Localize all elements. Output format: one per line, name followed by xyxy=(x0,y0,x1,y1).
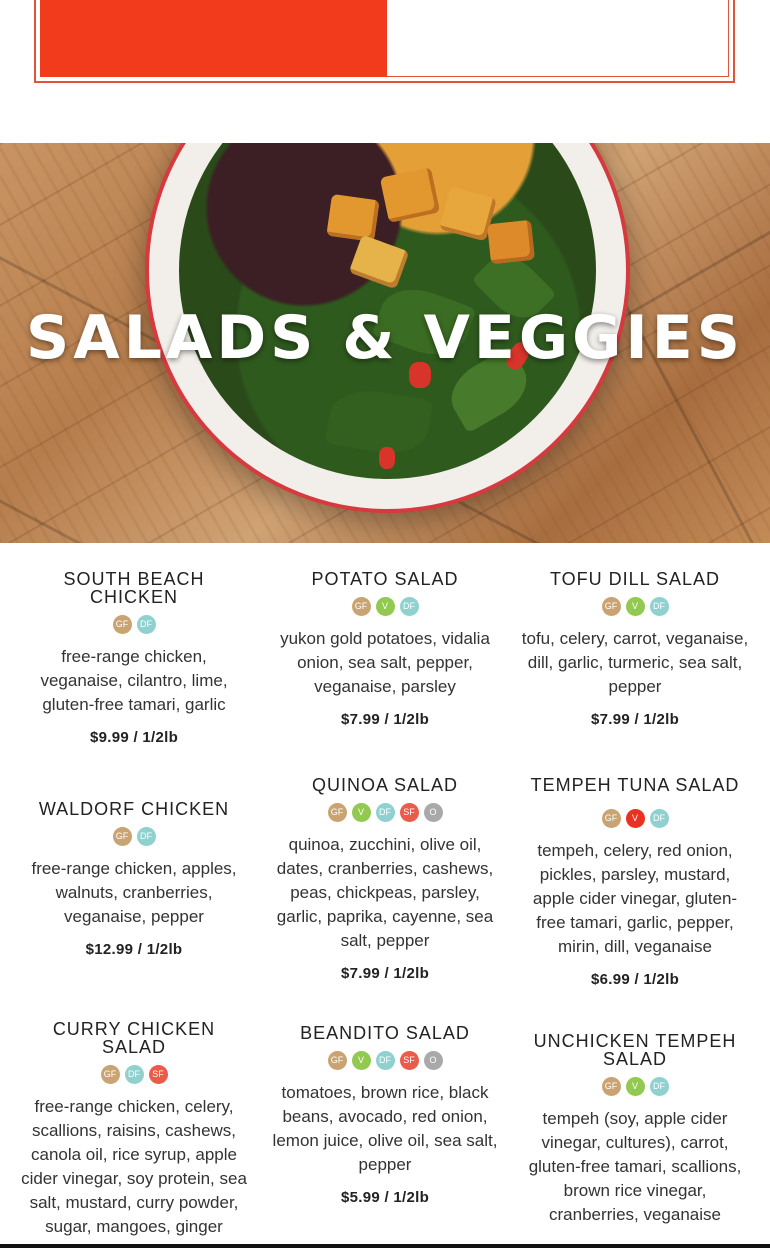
item-description: tofu, celery, carrot, veganaise, dill, garlic, turmeric, sea salt, pepper xyxy=(521,629,749,696)
item-price: $9.99 / 1/2lb xyxy=(89,729,179,746)
roasted-potato xyxy=(380,167,440,223)
gluten-free-badge: GF xyxy=(602,809,621,828)
dairy-free-badge: DF xyxy=(650,809,669,828)
item-description: tempeh, celery, red onion, pickles, parsley, mustard, apple cider vinegar, gluten-free tamari, garlic, pepper, mirin, dill, veganaise xyxy=(532,841,738,956)
gluten-free-badge: GF xyxy=(113,615,132,634)
dairy-free-badge: DF xyxy=(125,1065,144,1084)
dietary-badges xyxy=(265,597,505,617)
vegan-badge: V xyxy=(376,597,395,616)
item-name: SOUTH BEACH CHICKEN xyxy=(63,569,205,607)
soy-free-badge: SF xyxy=(400,1051,419,1070)
item-price: $6.99 / 1/2lb xyxy=(590,971,680,988)
soy-free-badge: SF xyxy=(400,803,419,822)
dietary-badges xyxy=(515,809,755,829)
other-badge: O xyxy=(424,803,443,822)
menu-item xyxy=(14,780,254,1020)
gluten-free-badge: GF xyxy=(328,803,347,822)
item-price: $7.99 / 1/2lb xyxy=(340,965,430,982)
vegan-badge: V xyxy=(626,1077,645,1096)
gluten-free-badge: GF xyxy=(101,1065,120,1084)
dietary-badges xyxy=(265,803,505,823)
item-name: UNCHICKEN TEMPEH SALAD xyxy=(533,1031,737,1069)
gluten-free-badge: GF xyxy=(352,597,371,616)
gluten-free-badge: GF xyxy=(602,597,621,616)
menu-item xyxy=(515,570,755,773)
item-description: free-range chicken, veganaise, cilantro, lime, gluten-free tamari, garlic xyxy=(40,647,228,714)
item-name: QUINOA SALAD xyxy=(311,775,459,795)
item-price: $5.99 / 1/2lb xyxy=(340,1189,430,1206)
menu-item xyxy=(265,1024,505,1206)
item-description: yukon gold potatoes, vidalia onion, sea salt, pepper, veganaise, parsley xyxy=(280,629,490,696)
menu-column-2 xyxy=(265,570,505,1206)
other-badge: O xyxy=(424,1051,443,1070)
soy-free-badge: SF xyxy=(149,1065,168,1084)
menu-item xyxy=(14,570,254,780)
item-price: $7.99 / 1/2lb xyxy=(340,711,430,728)
gluten-free-badge: GF xyxy=(602,1077,621,1096)
tomato-piece xyxy=(379,447,395,469)
dietary-badges xyxy=(515,1077,755,1097)
dietary-badges xyxy=(14,827,254,847)
hero-banner xyxy=(0,143,770,543)
kale-leaf xyxy=(325,384,434,460)
dairy-free-badge: DF xyxy=(650,597,669,616)
dietary-badges xyxy=(265,1051,505,1071)
dietary-badges xyxy=(14,1065,254,1085)
item-name: POTATO SALAD xyxy=(311,569,459,589)
item-price: $12.99 / 1/2lb xyxy=(85,941,183,958)
roasted-potato xyxy=(487,220,535,264)
dietary-badges xyxy=(515,597,755,617)
vegan-badge: V xyxy=(352,1051,371,1070)
item-description: free-range chicken, celery, scallions, raisins, cashews, canola oil, rice syrup, apple cider vinegar, soy protein, sea salt, mustard, curry powder, sugar, mangoes, ginger xyxy=(21,1097,247,1236)
menu-item xyxy=(515,1028,755,1227)
dietary-badges xyxy=(14,615,254,635)
vegan-badge: V xyxy=(352,803,371,822)
dairy-free-badge: DF xyxy=(650,1077,669,1096)
item-name: TOFU DILL SALAD xyxy=(549,569,721,589)
item-price: $7.99 / 1/2lb xyxy=(590,711,680,728)
gluten-free-badge: GF xyxy=(113,827,132,846)
menu-column-1 xyxy=(14,570,254,1239)
dairy-free-badge: DF xyxy=(137,615,156,634)
bottom-edge-bar xyxy=(0,1244,770,1248)
promo-frame xyxy=(34,0,735,83)
item-description: tomatoes, brown rice, black beans, avocado, red onion, lemon juice, olive oil, sea salt, pepper xyxy=(272,1083,498,1174)
item-name: WALDORF CHICKEN xyxy=(38,799,230,819)
promo-red-block xyxy=(40,0,387,77)
gluten-free-badge: GF xyxy=(328,1051,347,1070)
dairy-free-badge: DF xyxy=(400,597,419,616)
item-description: tempeh (soy, apple cider vinegar, cultures), carrot, gluten-free tamari, scallions, brown rice vinegar, cranberries, veganaise xyxy=(528,1109,742,1224)
dairy-free-badge: DF xyxy=(137,827,156,846)
menu-item xyxy=(265,570,505,773)
item-name: BEANDITO SALAD xyxy=(300,1023,470,1043)
vegan-badge: V xyxy=(626,597,645,616)
vegan-badge: V xyxy=(626,809,645,828)
menu-item xyxy=(515,773,755,1028)
dairy-free-badge: DF xyxy=(376,1051,395,1070)
dairy-free-badge: DF xyxy=(376,803,395,822)
roasted-potato xyxy=(326,194,379,242)
roasted-potato xyxy=(349,235,410,290)
wood-plank-line xyxy=(610,143,770,326)
menu-item xyxy=(14,1020,254,1239)
item-name: CURRY CHICKEN SALAD xyxy=(52,1019,216,1057)
menu-column-3 xyxy=(515,570,755,1227)
item-name: TEMPEH TUNA SALAD xyxy=(530,775,740,795)
item-description: quinoa, zucchini, olive oil, dates, cranberries, cashews, peas, chickpeas, parsley, garlic, paprika, cayenne, sea salt, pepper xyxy=(276,835,494,950)
item-description: free-range chicken, apples, walnuts, cranberries, veganaise, pepper xyxy=(31,859,237,926)
section-title: SALADS & VEGGIES xyxy=(26,303,744,373)
menu-item xyxy=(265,773,505,1024)
